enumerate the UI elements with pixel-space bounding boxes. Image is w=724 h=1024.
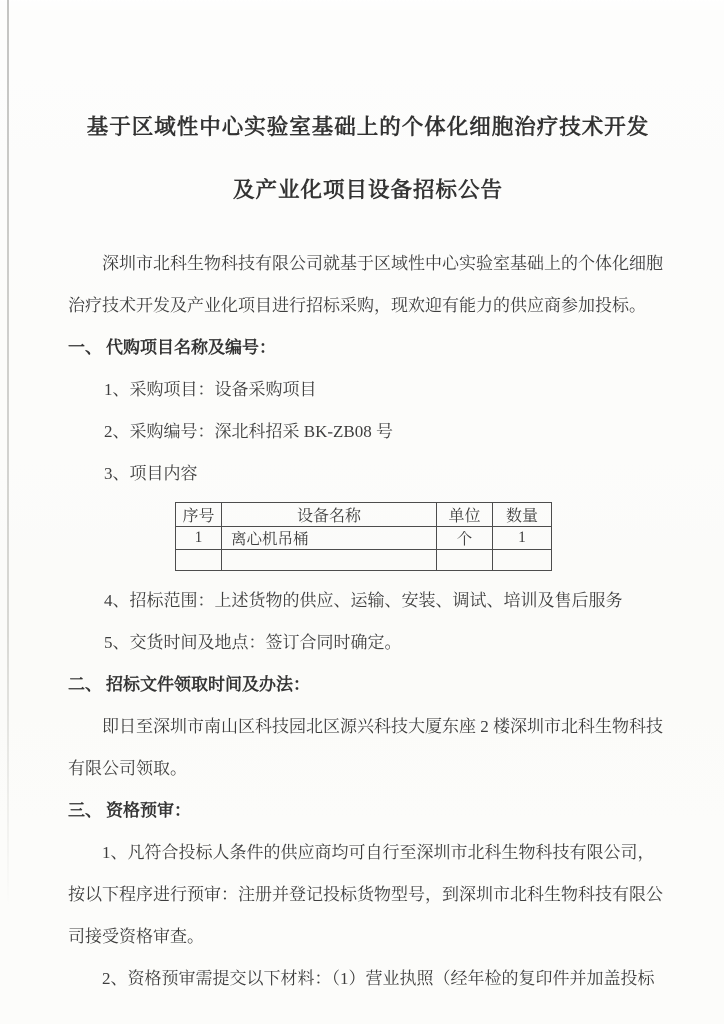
table-header-name: 设备名称 bbox=[222, 503, 437, 527]
section-1-title: 代购项目名称及编号： bbox=[106, 338, 276, 357]
section-1-item-4: 4、招标范围：上述货物的供应、运输、安装、调试、培训及售后服务 bbox=[104, 591, 623, 610]
section-1-number: 一、 bbox=[68, 338, 102, 357]
section-2-number: 二、 bbox=[68, 675, 102, 694]
section-1-item-1: 1、采购项目：设备采购项目 bbox=[104, 380, 317, 399]
section-2-title: 招标文件领取时间及办法： bbox=[106, 675, 310, 694]
section-3-number: 三、 bbox=[68, 801, 102, 820]
section-2-body: 即日至深圳市南山区科技园北区源兴科技大厦东座 2 楼深圳市北科生物科技有限公司领取。 bbox=[68, 717, 663, 778]
equipment-table bbox=[175, 502, 552, 571]
table-header-unit: 单位 bbox=[437, 503, 493, 527]
equipment-table-header-row bbox=[176, 503, 552, 527]
document-title-line-1: 基于区域性中心实验室基础上的个体化细胞治疗技术开发 bbox=[86, 115, 650, 139]
cell-name: 离心机吊桶 bbox=[222, 527, 437, 550]
cell-qty: 1 bbox=[493, 527, 552, 550]
table-row-empty bbox=[176, 550, 552, 571]
cell-index bbox=[176, 550, 222, 571]
cell-index: 1 bbox=[176, 527, 222, 550]
table-row bbox=[176, 527, 552, 550]
section-1-item-2: 2、采购编号：深北科招采 BK-ZB08 号 bbox=[104, 422, 393, 441]
cell-unit: 个 bbox=[437, 527, 493, 550]
section-3-item-2: 2、资格预审需提交以下材料：（1）营业执照（经年检的复印件并加盖投标 bbox=[102, 969, 655, 988]
cell-unit bbox=[437, 550, 493, 571]
section-2-heading bbox=[68, 664, 668, 706]
section-3-item-1: 1、凡符合投标人条件的供应商均可自行至深圳市北科生物科技有限公司，按以下程序进行预审：注册并登记投标货物型号，到深圳市北科生物科技有限公司接受资格审查。 bbox=[68, 843, 663, 946]
table-header-index: 序号 bbox=[176, 503, 222, 527]
section-3-heading bbox=[68, 790, 668, 832]
cell-qty bbox=[493, 550, 552, 571]
section-1-item-3: 3、项目内容 bbox=[104, 464, 198, 483]
section-1-heading bbox=[68, 327, 668, 369]
section-1-item-5: 5、交货时间及地点：签订合同时确定。 bbox=[104, 633, 402, 652]
document-title-line-2: 及产业化项目设备招标公告 bbox=[232, 178, 503, 202]
table-header-qty: 数量 bbox=[493, 503, 552, 527]
cell-name bbox=[222, 550, 437, 571]
section-3-title: 资格预审： bbox=[106, 801, 191, 820]
intro-paragraph: 深圳市北科生物科技有限公司就基于区域性中心实验室基础上的个体化细胞治疗技术开发及产业化项目进行招标采购，现欢迎有能力的供应商参加投标。 bbox=[68, 254, 663, 315]
